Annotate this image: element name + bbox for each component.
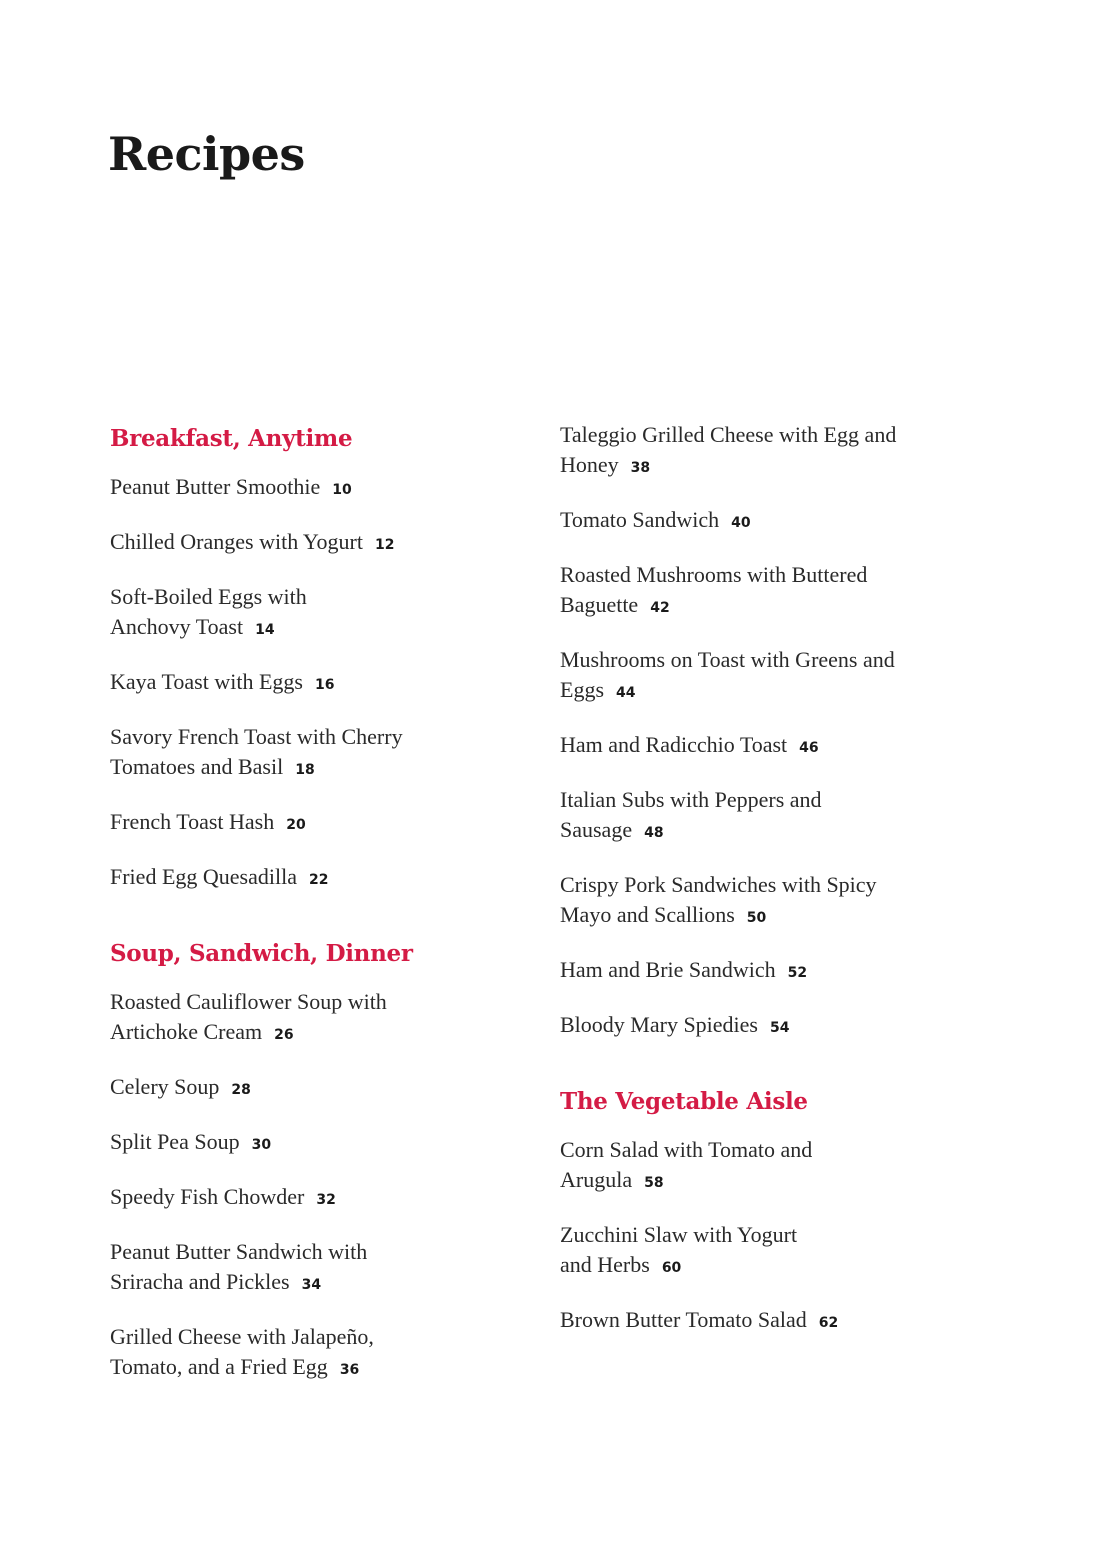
page-number: 28 bbox=[231, 1082, 251, 1098]
recipe-name: Tomato Sandwich bbox=[560, 507, 720, 532]
page-number: 50 bbox=[746, 910, 767, 926]
page-number: 22 bbox=[308, 872, 329, 888]
page-title: Recipes bbox=[108, 127, 305, 181]
recipe-name: Soft-Boiled Eggs with Anchovy Toast bbox=[110, 584, 307, 639]
recipe-name: Peanut Butter Sandwich with Sriracha and Pickles bbox=[110, 1239, 368, 1294]
recipe-list bbox=[560, 1135, 980, 1338]
recipe-name: Brown Butter Tomato Salad bbox=[560, 1307, 807, 1332]
page-number: 48 bbox=[644, 825, 664, 841]
recipe-item bbox=[110, 1127, 450, 1160]
page-number: 18 bbox=[295, 762, 315, 778]
recipe-name: Italian Subs with Peppers and Sausage bbox=[560, 787, 822, 842]
recipe-item bbox=[560, 560, 900, 623]
section-breakfast bbox=[110, 420, 530, 895]
page-number: 46 bbox=[799, 740, 819, 756]
recipe-name: Crispy Pork Sandwiches with Spicy Mayo and Scallions bbox=[560, 872, 877, 927]
recipe-name: Speedy Fish Chowder bbox=[110, 1184, 305, 1209]
section-title: Breakfast, Anytime bbox=[110, 425, 353, 452]
recipe-item bbox=[110, 1072, 450, 1105]
recipe-item bbox=[110, 987, 420, 1050]
recipe-item bbox=[560, 1305, 900, 1338]
recipe-item bbox=[560, 505, 900, 538]
recipe-name: Chilled Oranges with Yogurt bbox=[110, 529, 363, 554]
recipe-name: Bloody Mary Spiedies bbox=[560, 1012, 758, 1037]
left-column bbox=[110, 420, 530, 1385]
page-number: 52 bbox=[787, 965, 808, 981]
page-number: 30 bbox=[251, 1137, 272, 1153]
right-column bbox=[560, 420, 980, 1338]
page-number: 16 bbox=[314, 677, 335, 693]
section-title: Soup, Sandwich, Dinner bbox=[110, 940, 413, 967]
page-number: 58 bbox=[644, 1175, 664, 1191]
recipe-item bbox=[560, 1010, 900, 1043]
recipe-name: Mushrooms on Toast with Greens and Eggs bbox=[560, 647, 895, 702]
recipe-item bbox=[110, 1182, 450, 1215]
recipe-name: French Toast Hash bbox=[110, 809, 275, 834]
recipe-item bbox=[110, 667, 450, 700]
recipe-name: Celery Soup bbox=[110, 1074, 220, 1099]
recipe-item bbox=[110, 527, 450, 560]
recipe-name: Ham and Brie Sandwich bbox=[560, 957, 776, 982]
page-number: 10 bbox=[332, 482, 352, 498]
recipe-list bbox=[110, 987, 530, 1385]
recipe-item bbox=[110, 1322, 420, 1385]
page-number: 38 bbox=[630, 460, 651, 476]
page-number: 12 bbox=[375, 537, 395, 553]
recipe-list bbox=[110, 472, 530, 895]
recipe-item bbox=[560, 420, 900, 483]
recipe-name: Peanut Butter Smoothie bbox=[110, 474, 321, 499]
page-number: 32 bbox=[316, 1192, 336, 1208]
recipe-name: Fried Egg Quesadilla bbox=[110, 864, 297, 889]
recipe-name: Roasted Mushrooms with Buttered Baguette bbox=[560, 562, 868, 617]
page-number: 36 bbox=[339, 1362, 360, 1378]
page-number: 26 bbox=[274, 1027, 294, 1043]
recipe-name: Roasted Cauliflower Soup with Artichoke Cream bbox=[110, 989, 387, 1044]
recipe-item bbox=[110, 722, 420, 785]
section-soup-sandwich-dinner bbox=[110, 935, 530, 1385]
section-title: The Vegetable Aisle bbox=[560, 1088, 808, 1115]
recipe-name: Grilled Cheese with Jalapeño, Tomato, and a Fried Egg bbox=[110, 1324, 374, 1379]
recipe-item bbox=[560, 955, 900, 988]
recipe-item bbox=[110, 472, 450, 505]
recipe-item bbox=[110, 1237, 420, 1300]
recipe-name: Zucchini Slaw with Yogurt and Herbs bbox=[560, 1222, 798, 1277]
recipe-item bbox=[560, 730, 900, 763]
page-number: 42 bbox=[650, 600, 670, 616]
page-number: 60 bbox=[661, 1260, 682, 1276]
recipe-name: Kaya Toast with Eggs bbox=[110, 669, 303, 694]
recipe-item bbox=[110, 862, 450, 895]
section-vegetable-aisle bbox=[560, 1083, 980, 1338]
recipe-item bbox=[560, 870, 900, 933]
recipe-item bbox=[560, 1135, 820, 1198]
page-number: 54 bbox=[770, 1020, 790, 1036]
recipe-name: Split Pea Soup bbox=[110, 1129, 240, 1154]
page-number: 20 bbox=[286, 817, 306, 833]
recipe-name: Corn Salad with Tomato and Arugula bbox=[560, 1137, 813, 1192]
recipe-item bbox=[560, 1220, 820, 1283]
page-number: 34 bbox=[301, 1277, 322, 1293]
recipe-item bbox=[560, 785, 900, 848]
recipe-item bbox=[110, 807, 450, 840]
recipe-name: Savory French Toast with Cherry Tomatoes and Basil bbox=[110, 724, 403, 779]
recipe-item bbox=[110, 582, 370, 645]
recipe-name: Taleggio Grilled Cheese with Egg and Honey bbox=[560, 422, 897, 477]
recipe-name: Ham and Radicchio Toast bbox=[560, 732, 788, 757]
recipe-item bbox=[560, 645, 900, 708]
page-number: 44 bbox=[616, 685, 636, 701]
recipe-list bbox=[560, 420, 980, 1043]
page-number: 14 bbox=[255, 622, 275, 638]
page-number: 40 bbox=[731, 515, 751, 531]
section-soup-sandwich-dinner-continued bbox=[560, 420, 980, 1043]
page-number: 62 bbox=[818, 1315, 839, 1331]
